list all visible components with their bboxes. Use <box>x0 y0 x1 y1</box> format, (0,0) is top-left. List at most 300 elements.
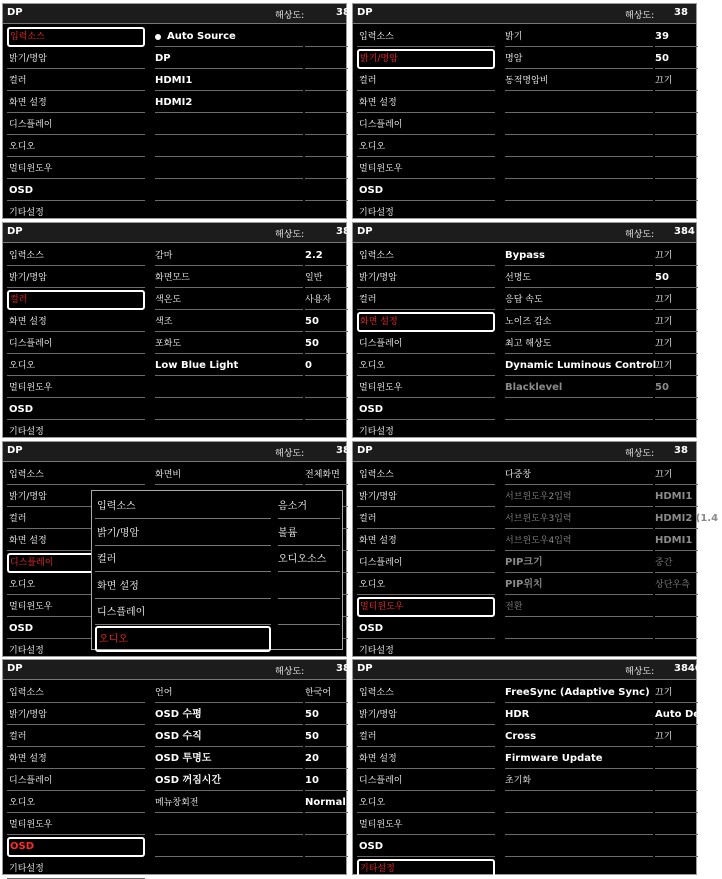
setting-label[interactable] <box>155 683 303 703</box>
resolution-value: 38 <box>336 445 350 456</box>
setting-value[interactable] <box>655 246 698 266</box>
setting-label[interactable] <box>155 268 303 288</box>
menu-item-1[interactable] <box>357 49 495 69</box>
overlay-sub-label: 음소거 <box>278 501 307 512</box>
menu-item-5[interactable] <box>357 575 495 595</box>
row-divider <box>155 156 303 157</box>
setting-value-text: 끄기 <box>655 470 673 480</box>
setting-label[interactable] <box>155 312 303 332</box>
menu-item-label: 기타설정 <box>359 427 394 437</box>
menu-item-2[interactable] <box>357 71 495 91</box>
setting-empty <box>505 619 653 639</box>
setting-value[interactable] <box>305 93 348 113</box>
setting-value-text: 끄기 <box>655 732 673 742</box>
setting-value[interactable] <box>305 727 348 747</box>
menu-item-1[interactable] <box>7 49 145 69</box>
setting-label[interactable] <box>505 49 653 69</box>
menu-item-4[interactable] <box>357 115 495 135</box>
setting-value[interactable] <box>305 705 348 725</box>
setting-label[interactable] <box>155 465 303 485</box>
setting-empty <box>505 400 653 420</box>
setting-value[interactable] <box>655 465 698 485</box>
menu-item-3[interactable] <box>7 749 145 769</box>
setting-value[interactable] <box>305 683 348 703</box>
setting-label[interactable] <box>505 312 653 332</box>
menu-item-7[interactable] <box>357 837 495 857</box>
setting-value[interactable] <box>655 268 698 288</box>
setting-empty <box>505 837 653 857</box>
menu-item-4[interactable] <box>357 771 495 791</box>
setting-value[interactable] <box>655 705 722 725</box>
setting-value-text: 0 <box>305 360 312 371</box>
menu-item-0[interactable] <box>357 465 495 485</box>
row-divider <box>155 834 303 835</box>
setting-value[interactable] <box>655 531 698 551</box>
menu-item-1[interactable] <box>7 705 145 725</box>
menu-item-label: 화면 설정 <box>359 536 397 546</box>
menu-divider <box>357 134 495 135</box>
menu-item-0[interactable] <box>357 246 495 266</box>
setting-value[interactable] <box>305 290 348 310</box>
row-divider <box>505 638 653 639</box>
row-divider <box>655 46 698 47</box>
menu-item-2[interactable] <box>357 727 495 747</box>
menu-item-label: 멀티윈도우 <box>359 164 403 174</box>
setting-label[interactable] <box>155 705 303 725</box>
menu-divider <box>357 572 495 573</box>
osd-panel-brightness <box>352 3 697 219</box>
overlay-menu-item-0[interactable] <box>95 493 271 519</box>
setting-label[interactable] <box>505 553 653 573</box>
setting-value-text: 전체화면 <box>305 470 340 480</box>
overlay-menu-label: 오디오 <box>99 633 128 645</box>
setting-value[interactable] <box>655 356 698 376</box>
menu-item-label: 입력소스 <box>359 251 394 261</box>
osd-header <box>353 223 696 243</box>
setting-label-text: HDMI1 <box>155 75 193 86</box>
menu-item-7[interactable] <box>7 181 145 201</box>
setting-value[interactable] <box>655 771 698 791</box>
row-divider <box>505 572 653 573</box>
row-divider <box>155 200 303 201</box>
setting-label[interactable] <box>505 705 653 725</box>
row-divider <box>655 702 698 703</box>
setting-label-text: 선명도 <box>505 273 532 283</box>
menu-item-5[interactable] <box>357 793 495 813</box>
setting-value-text: 끄기 <box>655 317 673 327</box>
row-divider <box>505 724 653 725</box>
setting-value[interactable] <box>305 465 348 485</box>
menu-divider <box>7 265 145 266</box>
menu-item-5[interactable] <box>357 356 495 376</box>
overlay-sub-empty <box>278 599 340 625</box>
menu-item-7[interactable] <box>357 619 495 639</box>
menu-item-5[interactable] <box>7 356 145 376</box>
row-divider <box>305 331 348 332</box>
setting-label[interactable] <box>505 531 653 551</box>
menu-item-6[interactable] <box>357 815 495 835</box>
menu-item-label: 컬러 <box>9 732 27 742</box>
menu-item-8[interactable] <box>7 859 145 879</box>
overlay-menu-item-1[interactable] <box>95 520 271 546</box>
menu-item-8[interactable] <box>357 203 495 223</box>
setting-value[interactable] <box>655 49 698 69</box>
menu-divider <box>7 331 145 332</box>
setting-value[interactable] <box>305 71 348 91</box>
setting-label[interactable] <box>155 246 303 266</box>
row-divider <box>655 309 698 310</box>
menu-item-label: 오디오 <box>9 580 36 590</box>
menu-item-label: 입력소스 <box>359 470 394 480</box>
value-empty <box>305 115 348 135</box>
menu-item-7[interactable] <box>357 400 495 420</box>
setting-value[interactable] <box>655 727 698 747</box>
menu-item-label: 입력소스 <box>359 688 394 698</box>
setting-label[interactable] <box>505 727 653 747</box>
row-divider <box>155 419 303 420</box>
overlay-sub-item[interactable] <box>278 546 340 572</box>
row-divider <box>505 746 653 747</box>
row-divider <box>155 812 303 813</box>
setting-value[interactable] <box>305 749 348 769</box>
row-divider <box>305 156 348 157</box>
setting-value[interactable] <box>305 771 348 791</box>
setting-label[interactable] <box>505 378 653 398</box>
menu-item-label: 오디오 <box>359 361 386 371</box>
setting-label[interactable] <box>505 509 653 529</box>
menu-item-label: 멀티윈도우 <box>9 164 53 174</box>
menu-item-label: 기타설정 <box>9 208 44 218</box>
menu-item-label: 입력소스 <box>9 688 44 698</box>
menu-item-8[interactable] <box>7 203 145 223</box>
menu-item-0[interactable] <box>7 246 145 266</box>
menu-item-6[interactable] <box>357 597 495 617</box>
input-source-label: DP <box>357 7 373 18</box>
setting-label[interactable] <box>505 356 657 376</box>
menu-item-0[interactable] <box>7 27 145 47</box>
setting-label[interactable] <box>505 465 653 485</box>
menu-item-label: 기타설정 <box>9 864 44 874</box>
setting-label[interactable] <box>505 246 653 266</box>
menu-item-4[interactable] <box>357 334 495 354</box>
setting-label-text: OSD 꺼짐시간 <box>155 775 222 786</box>
menu-item-label: 화면 설정 <box>9 754 47 764</box>
input-source-label: DP <box>357 663 373 674</box>
menu-item-3[interactable] <box>357 93 495 113</box>
overlay-sub-item[interactable] <box>278 520 340 546</box>
setting-value-text: 한국어 <box>305 688 332 698</box>
menu-item-7[interactable] <box>7 400 145 420</box>
menu-item-4[interactable] <box>357 553 495 573</box>
setting-label[interactable] <box>505 71 653 91</box>
setting-label-text: Auto Source <box>167 31 236 42</box>
menu-divider <box>7 68 145 69</box>
menu-item-label: OSD <box>359 841 384 852</box>
setting-value[interactable] <box>305 356 348 376</box>
menu-item-label: OSD <box>10 841 35 852</box>
menu-item-label: 컬러 <box>359 295 377 305</box>
menu-item-8[interactable] <box>357 641 495 661</box>
setting-label[interactable] <box>155 93 303 113</box>
overlay-menu-item-3[interactable] <box>95 573 271 599</box>
menu-item-2[interactable] <box>357 509 495 529</box>
setting-value[interactable] <box>655 509 719 529</box>
menu-divider <box>7 397 145 398</box>
menu-item-4[interactable] <box>7 334 145 354</box>
setting-label-text: FreeSync (Adaptive Sync) <box>505 687 650 698</box>
row-divider <box>655 353 698 354</box>
setting-value[interactable] <box>655 378 698 398</box>
row-divider <box>655 746 698 747</box>
menu-divider <box>7 178 145 179</box>
setting-value-text: 끄기 <box>655 76 673 86</box>
menu-item-1[interactable] <box>357 705 495 725</box>
osd-header <box>353 660 702 680</box>
setting-label-text: Dynamic Luminous Control <box>505 360 657 371</box>
menu-item-label: 기타설정 <box>9 427 44 437</box>
row-divider <box>505 768 653 769</box>
overlay-menu-item-5[interactable] <box>95 626 271 652</box>
menu-item-6[interactable] <box>7 815 145 835</box>
setting-value[interactable] <box>655 553 698 573</box>
row-divider <box>305 834 348 835</box>
menu-item-8[interactable] <box>357 422 495 442</box>
menu-item-label: 멀티윈도우 <box>9 602 53 612</box>
menu-divider <box>7 746 145 747</box>
row-divider <box>155 702 303 703</box>
setting-label[interactable] <box>155 356 303 376</box>
row-divider <box>305 419 348 420</box>
setting-value[interactable] <box>655 27 698 47</box>
setting-label[interactable] <box>505 334 653 354</box>
setting-value[interactable] <box>655 749 698 769</box>
menu-item-5[interactable] <box>7 137 145 157</box>
osd-panel-display <box>2 441 350 657</box>
osd-panel-multiwindow <box>352 441 719 657</box>
resolution-value: 384 <box>674 226 695 237</box>
setting-empty <box>505 815 653 835</box>
setting-value-text: 20 <box>305 753 319 764</box>
setting-value-text: 2.2 <box>305 250 323 261</box>
setting-label[interactable] <box>505 575 653 595</box>
menu-item-2[interactable] <box>7 71 145 91</box>
setting-value-text: 39 <box>655 31 669 42</box>
setting-label-text: Bypass <box>505 250 545 261</box>
setting-value-text: 50 <box>305 709 319 720</box>
menu-item-label: 밝기/명암 <box>359 492 397 502</box>
row-divider <box>655 134 698 135</box>
setting-label[interactable] <box>155 771 303 791</box>
menu-item-3[interactable] <box>357 531 495 551</box>
setting-value[interactable] <box>305 334 348 354</box>
setting-value[interactable] <box>305 246 348 266</box>
setting-label[interactable] <box>505 268 653 288</box>
setting-value-text: HDMI1 <box>655 535 693 546</box>
setting-value[interactable] <box>305 27 348 47</box>
menu-item-6[interactable] <box>357 159 495 179</box>
overlay-sub-item[interactable] <box>278 493 340 519</box>
menu-item-label: 화면 설정 <box>9 317 47 327</box>
row-divider <box>505 46 653 47</box>
menu-item-7[interactable] <box>7 837 145 857</box>
row-divider <box>655 156 698 157</box>
menu-item-1[interactable] <box>357 268 495 288</box>
setting-label[interactable] <box>155 290 303 310</box>
setting-label[interactable] <box>155 793 303 813</box>
setting-label[interactable] <box>155 49 303 69</box>
menu-item-label: 오디오 <box>359 142 386 152</box>
row-divider <box>655 768 698 769</box>
resolution-label: 해상도: <box>275 449 305 459</box>
menu-item-0[interactable] <box>357 27 495 47</box>
menu-divider <box>7 484 145 485</box>
row-divider <box>655 419 698 420</box>
setting-label[interactable] <box>155 71 303 91</box>
menu-item-label: 밝기/명암 <box>9 54 47 64</box>
row-divider <box>155 790 303 791</box>
setting-empty <box>155 181 303 201</box>
setting-value-text: HDMI2 (1.4 <box>655 513 719 524</box>
setting-label[interactable] <box>155 749 303 769</box>
row-divider <box>505 484 653 485</box>
menu-divider <box>7 419 145 420</box>
setting-label-text: 초기화 <box>505 776 532 786</box>
resolution-label: 해상도: <box>625 667 655 677</box>
menu-item-0[interactable] <box>7 465 145 485</box>
row-divider <box>505 68 653 69</box>
value-empty <box>305 181 348 201</box>
setting-value[interactable] <box>655 290 698 310</box>
menu-divider <box>357 638 495 639</box>
setting-label[interactable] <box>505 487 653 507</box>
menu-item-5[interactable] <box>7 793 145 813</box>
setting-label[interactable] <box>505 771 653 791</box>
menu-item-label: 컬러 <box>9 76 27 86</box>
menu-item-6[interactable] <box>7 378 145 398</box>
setting-value[interactable] <box>655 334 698 354</box>
setting-value[interactable] <box>655 487 698 507</box>
row-divider <box>505 134 653 135</box>
setting-value[interactable] <box>655 575 698 595</box>
row-divider <box>305 200 348 201</box>
menu-item-4[interactable] <box>7 771 145 791</box>
menu-item-4[interactable] <box>7 115 145 135</box>
menu-item-3[interactable] <box>357 312 495 332</box>
menu-item-3[interactable] <box>357 749 495 769</box>
menu-item-label: 컬러 <box>9 514 27 524</box>
overlay-menu-item-4[interactable] <box>95 599 271 625</box>
value-empty <box>655 837 698 857</box>
row-divider <box>305 90 348 91</box>
setting-label[interactable] <box>505 27 653 47</box>
setting-label[interactable] <box>505 749 653 769</box>
resolution-value: 38 <box>674 445 688 456</box>
menu-item-6[interactable] <box>7 159 145 179</box>
row-divider <box>155 46 303 47</box>
menu-item-8[interactable] <box>357 859 495 879</box>
osd-header <box>3 660 350 680</box>
setting-label[interactable] <box>155 27 303 47</box>
menu-divider <box>357 528 495 529</box>
setting-empty <box>155 115 303 135</box>
menu-divider <box>7 834 145 835</box>
menu-item-2[interactable] <box>7 290 145 310</box>
setting-label-text: 응답 속도 <box>505 295 543 305</box>
menu-item-8[interactable] <box>7 422 145 442</box>
menu-item-1[interactable] <box>357 487 495 507</box>
setting-label[interactable] <box>155 334 303 354</box>
menu-divider <box>357 309 495 310</box>
setting-value[interactable] <box>655 683 698 703</box>
row-divider <box>505 178 653 179</box>
row-divider <box>305 265 348 266</box>
setting-label-text: Cross <box>505 731 537 742</box>
menu-divider <box>7 112 145 113</box>
setting-value[interactable] <box>655 597 698 617</box>
setting-value[interactable] <box>655 71 698 91</box>
setting-value[interactable] <box>305 268 348 288</box>
menu-item-label: 화면 설정 <box>360 317 398 327</box>
menu-divider <box>357 200 495 201</box>
setting-label[interactable] <box>155 727 303 747</box>
row-divider <box>655 265 698 266</box>
value-empty <box>305 400 348 420</box>
menu-item-0[interactable] <box>357 683 495 703</box>
row-divider <box>305 724 348 725</box>
menu-divider <box>7 90 145 91</box>
menu-divider <box>357 506 495 507</box>
menu-divider <box>7 134 145 135</box>
setting-value[interactable] <box>305 49 348 69</box>
row-divider <box>155 375 303 376</box>
row-divider <box>505 550 653 551</box>
row-divider <box>655 572 698 573</box>
row-divider <box>305 134 348 135</box>
setting-label[interactable] <box>505 290 653 310</box>
menu-item-1[interactable] <box>7 268 145 288</box>
setting-value[interactable] <box>655 312 698 332</box>
osd-header <box>3 223 350 243</box>
menu-item-label: 화면 설정 <box>9 98 47 108</box>
menu-item-6[interactable] <box>357 378 495 398</box>
overlay-menu-item-2[interactable] <box>95 546 271 572</box>
setting-value[interactable] <box>305 312 348 332</box>
menu-item-label: 밝기/명암 <box>9 492 47 502</box>
menu-item-2[interactable] <box>357 290 495 310</box>
menu-item-label: OSD <box>9 185 34 196</box>
row-divider <box>505 353 653 354</box>
menu-item-label: 밝기/명암 <box>360 54 398 64</box>
setting-value[interactable] <box>305 793 348 813</box>
setting-label[interactable] <box>505 597 653 617</box>
row-divider <box>505 265 653 266</box>
setting-label[interactable] <box>505 683 653 703</box>
setting-label-text: HDR <box>505 709 530 720</box>
menu-item-label: 오디오 <box>359 798 386 808</box>
row-divider <box>305 397 348 398</box>
overlay-sub-label: 오디오소스 <box>278 554 327 565</box>
row-divider <box>155 331 303 332</box>
setting-label-text: 화면비 <box>155 470 182 480</box>
menu-item-7[interactable] <box>357 181 495 201</box>
menu-item-3[interactable] <box>7 93 145 113</box>
setting-label-text: 밝기 <box>505 32 523 42</box>
menu-item-3[interactable] <box>7 312 145 332</box>
menu-item-2[interactable] <box>7 727 145 747</box>
menu-item-0[interactable] <box>7 683 145 703</box>
value-empty <box>305 159 348 179</box>
menu-item-5[interactable] <box>357 137 495 157</box>
